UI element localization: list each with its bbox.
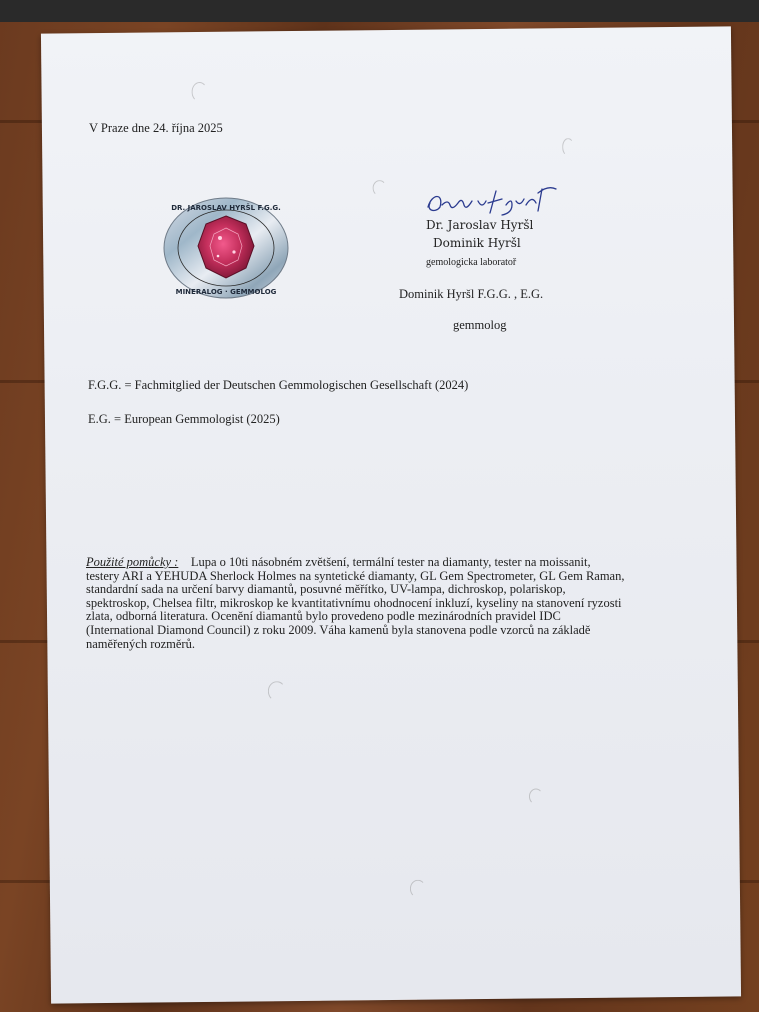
paper-fiber: [268, 681, 286, 701]
background-top-edge: [0, 0, 759, 22]
handwritten-signature: [422, 183, 572, 219]
tools-line: naměřených rozměrů.: [86, 636, 195, 651]
tools-line: zlata, odborná literatura. Ocenění diamantů bylo provedeno podle mezinárodních pravidel IDC: [86, 609, 561, 624]
svg-text:DR. JAROSLAV HYRŠL F.G.G.: DR. JAROSLAV HYRŠL F.G.G.: [171, 204, 281, 212]
tools-line: [86, 556, 686, 570]
credential-line: Dominik Hyršl F.G.G. , E.G.: [399, 287, 544, 301]
paper-fiber: [410, 880, 426, 898]
laboratory-seal: [162, 196, 290, 300]
paper-fiber: [529, 788, 543, 804]
lab-name: gemologicka laboratoř: [426, 257, 517, 268]
tools-line: spektroskop, Chelsea filtr, mikroskop ke kvantitativnímu ohodnocení inkluzí, kyseliny na stanovení ryzosti: [86, 595, 622, 610]
tools-paragraph: [86, 556, 686, 651]
tools-heading: Použité pomůcky :: [86, 555, 179, 569]
date-line: V Praze dne 24. října 2025: [89, 121, 223, 135]
tools-line: standardní sada na určení barvy diamantů, posuvné měřítko, UV-lampa, dichroskop, polariskop,: [86, 582, 566, 597]
paper-fiber: [562, 138, 574, 156]
tools-line-text: Lupa o 10ti násobném zvětšení, termální tester na diamanty, tester na moissanit,: [190, 555, 591, 569]
paper-fiber: [191, 82, 207, 102]
tools-line: (International Diamond Council) z roku 2009. Váha kamenů byla stanovena podle vzorců na základě: [86, 622, 591, 637]
svg-text:MINERALOG · GEMMOLOG: MINERALOG · GEMMOLOG: [175, 288, 277, 296]
role-title: gemmolog: [453, 318, 507, 332]
paper-fiber: [372, 180, 386, 196]
document-page: [41, 26, 741, 1003]
abbreviation-eg: E.G. = European Gemmologist (2025): [88, 412, 280, 426]
abbreviation-fgg: F.G.G. = Fachmitglied der Deutschen Gemmologischen Gesellschaft (2024): [88, 378, 469, 392]
tools-line: testery ARI a YEHUDA Sherlock Holmes na syntetické diamanty, GL Gem Spectrometer, GL Gem Raman,: [86, 568, 625, 583]
signer-name-1: Dr. Jaroslav Hyršl: [426, 218, 534, 232]
signer-name-2: Dominik Hyršl: [433, 236, 521, 250]
